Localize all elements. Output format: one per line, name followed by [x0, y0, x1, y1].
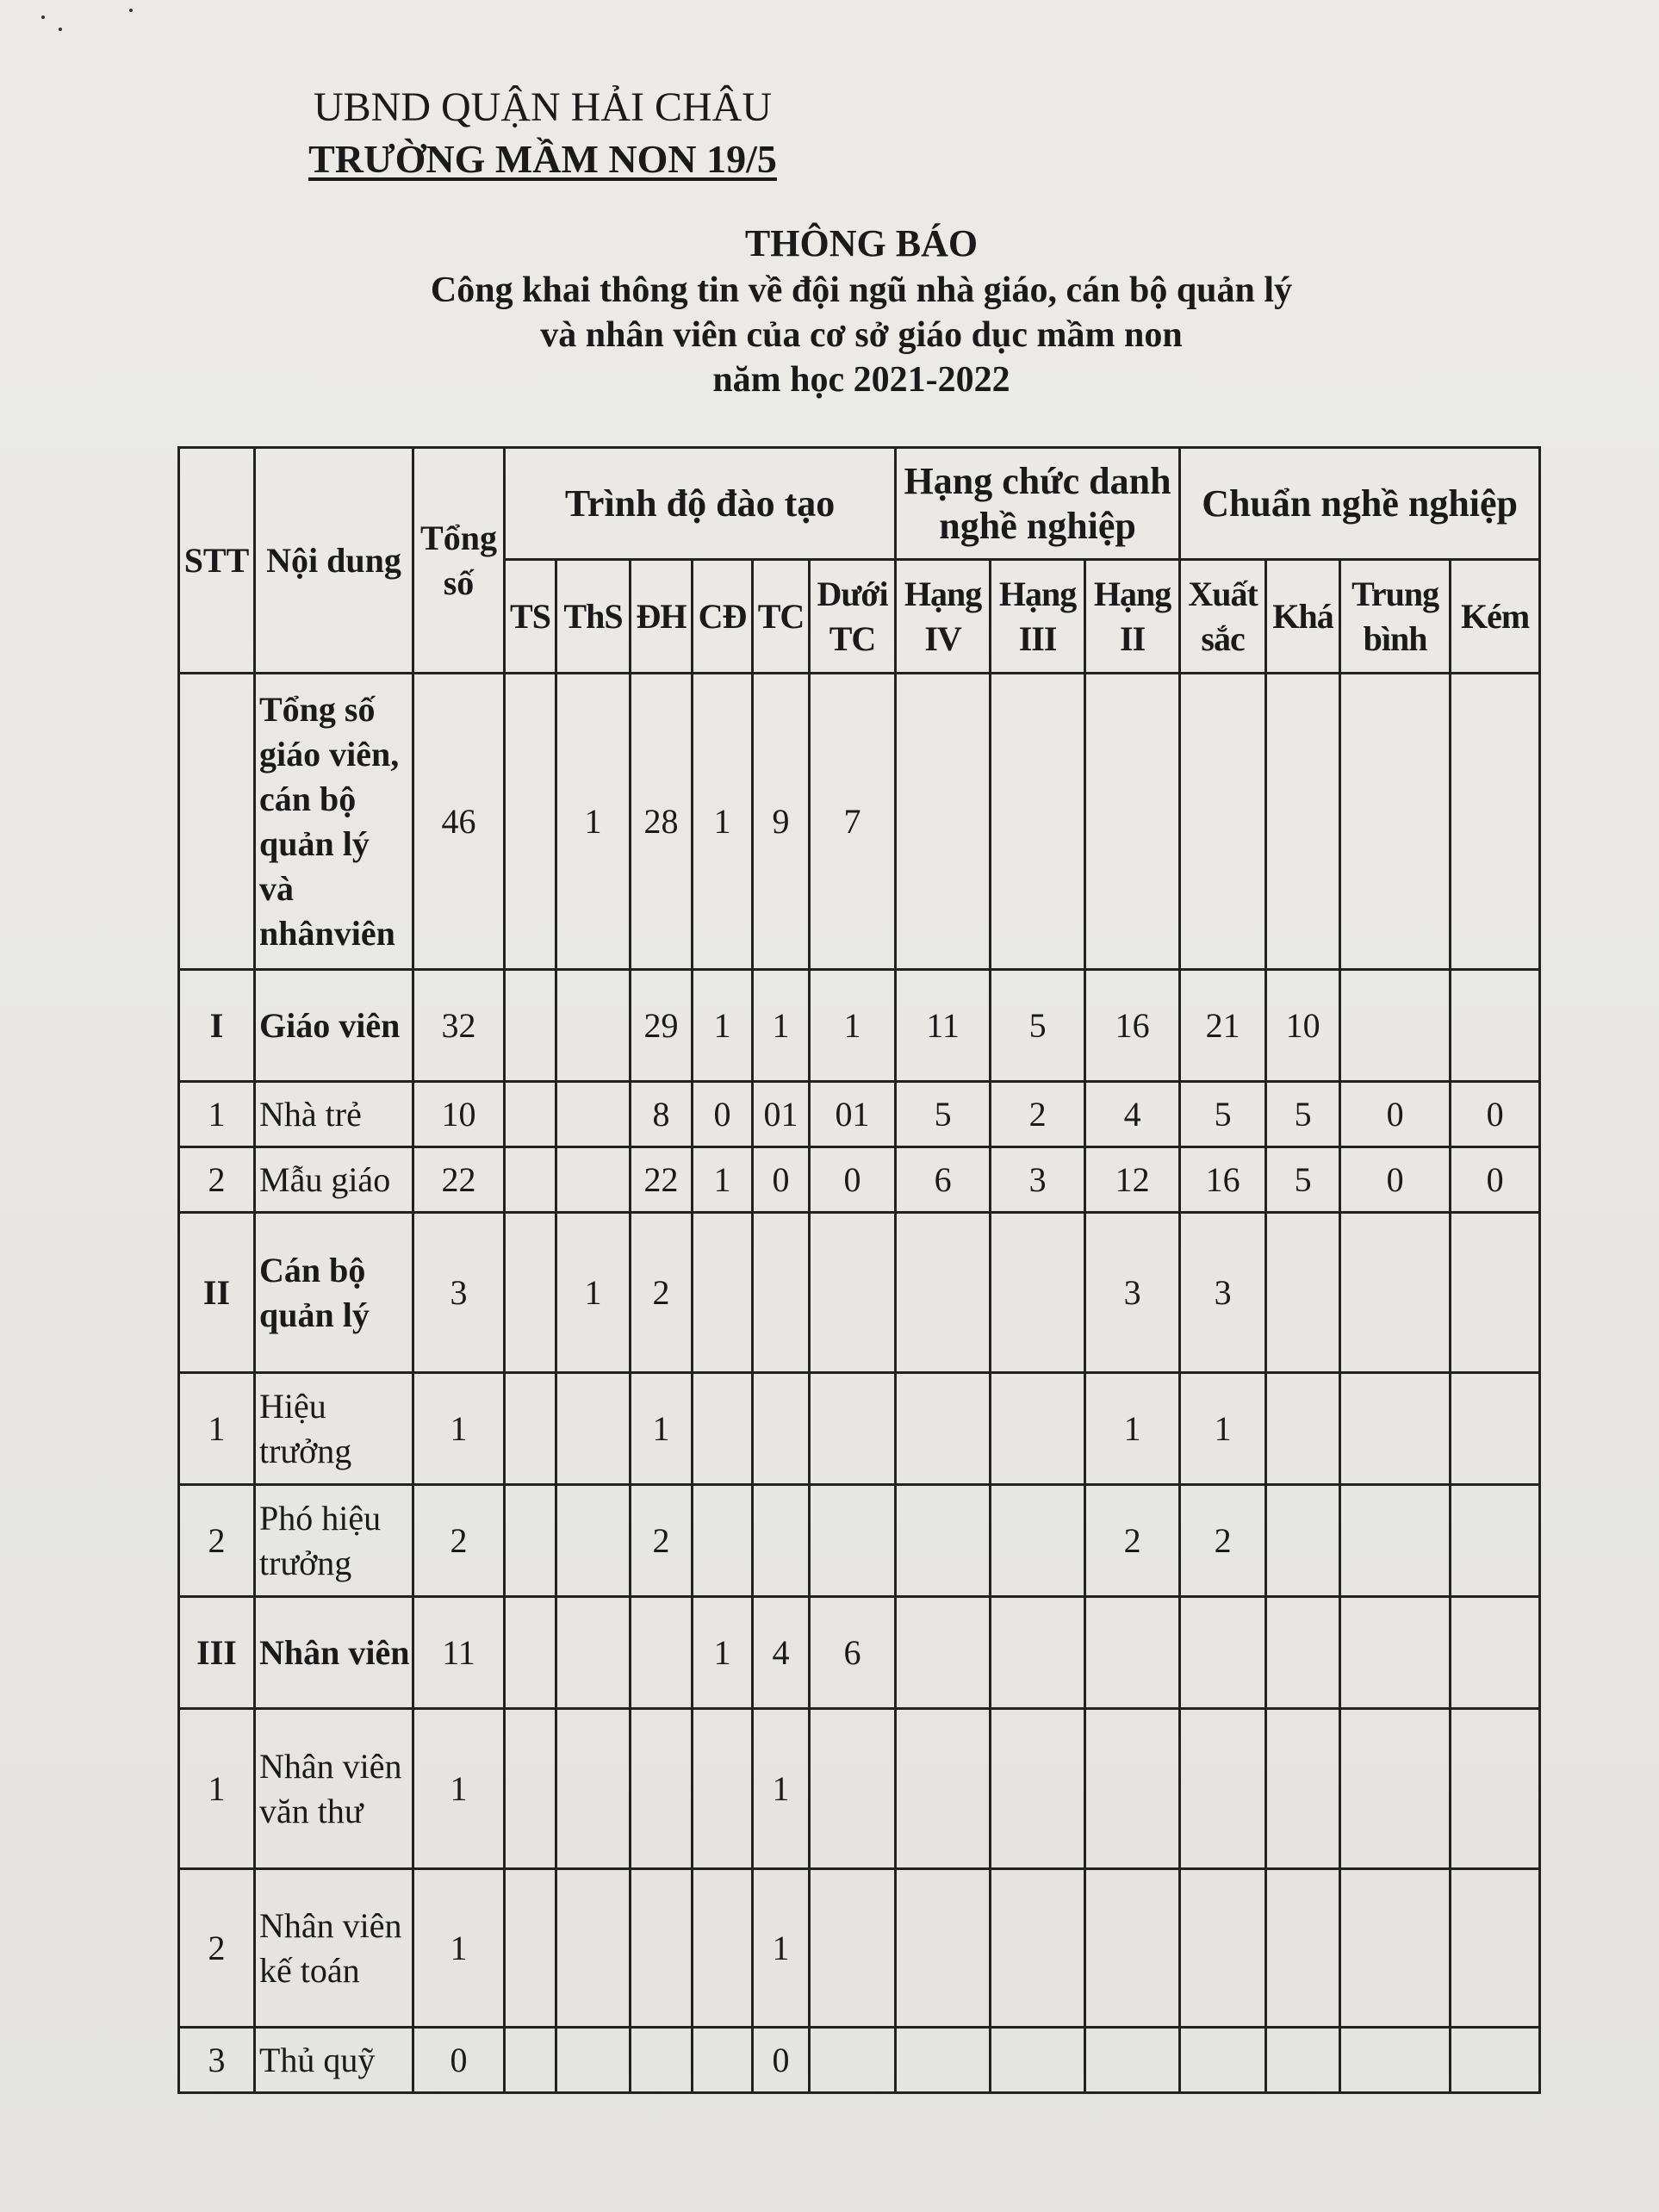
table-row — [179, 1213, 1540, 1373]
table-cell — [693, 1213, 753, 1373]
table-cell — [693, 1709, 753, 1869]
table-cell — [556, 2028, 631, 2093]
table-cell: 8 — [631, 1082, 693, 1147]
col-excellent: Xuất sắc — [1180, 560, 1266, 674]
row-content: Nhân viên — [255, 1597, 413, 1709]
table-cell: 1 — [631, 1373, 693, 1485]
table-cell — [1085, 2028, 1180, 2093]
table-cell — [810, 1213, 896, 1373]
table-cell — [556, 1709, 631, 1869]
table-cell — [1451, 1709, 1540, 1869]
table-cell — [1340, 1485, 1451, 1597]
table-cell: 01 — [810, 1082, 896, 1147]
table-cell — [1266, 1485, 1340, 1597]
table-cell — [1451, 1485, 1540, 1597]
table-cell — [991, 1709, 1085, 1869]
table-row — [179, 2028, 1540, 2093]
table-cell: 2 — [631, 1485, 693, 1597]
table-cell — [1085, 1869, 1180, 2028]
col-good: Khá — [1266, 560, 1340, 674]
table-row — [179, 674, 1540, 970]
district-name: UBND QUẬN HẢI CHÂU — [314, 84, 772, 130]
table-row — [179, 1082, 1540, 1147]
table-cell: 1 — [693, 1147, 753, 1213]
notice-subtitle-2: và nhân viên của cơ sở giáo dục mầm non — [540, 315, 1183, 355]
table-cell: 1 — [1180, 1373, 1266, 1485]
row-content: Nhân viên kế toán — [255, 1869, 413, 2028]
table-cell — [1180, 674, 1266, 970]
col-below-tc: Dưới TC — [810, 560, 896, 674]
table-cell: 0 — [1340, 1082, 1451, 1147]
table-cell: 21 — [1180, 970, 1266, 1082]
table-cell: 9 — [753, 674, 810, 970]
table-cell: 29 — [631, 970, 693, 1082]
table-cell: 11 — [413, 1597, 505, 1709]
group-training-level: Trình độ đào tạo — [505, 448, 896, 560]
table-cell: 0 — [1451, 1082, 1540, 1147]
table-cell — [556, 1869, 631, 2028]
table-cell — [556, 1147, 631, 1213]
table-cell: 1 — [693, 674, 753, 970]
col-tc: TC — [753, 560, 810, 674]
table-cell — [693, 2028, 753, 2093]
table-cell — [1180, 1597, 1266, 1709]
table-row — [179, 1373, 1540, 1485]
table-cell: 22 — [631, 1147, 693, 1213]
table-cell — [1340, 1213, 1451, 1373]
row-stt: III — [179, 1597, 255, 1709]
table-cell — [991, 1373, 1085, 1485]
table-cell — [1451, 1597, 1540, 1709]
table-cell: 4 — [753, 1597, 810, 1709]
table-row — [179, 970, 1540, 1082]
table-cell: 22 — [413, 1147, 505, 1213]
row-stt: 2 — [179, 1147, 255, 1213]
table-cell: 12 — [1085, 1147, 1180, 1213]
row-content: Hiệu trưởng — [255, 1373, 413, 1485]
table-cell: 1 — [753, 1869, 810, 2028]
table-cell — [1340, 1869, 1451, 2028]
table-cell: 0 — [1451, 1147, 1540, 1213]
table-cell — [810, 2028, 896, 2093]
table-cell — [896, 1213, 991, 1373]
table-cell — [896, 1597, 991, 1709]
col-dh: ĐH — [631, 560, 693, 674]
table-cell — [991, 1485, 1085, 1597]
table-cell: 7 — [810, 674, 896, 970]
col-stt: STT — [179, 448, 255, 674]
row-stt: 3 — [179, 2028, 255, 2093]
table-cell — [810, 1373, 896, 1485]
col-cd: CĐ — [693, 560, 753, 674]
col-average: Trung bình — [1340, 560, 1451, 674]
table-row — [179, 1485, 1540, 1597]
table-cell: 0 — [753, 1147, 810, 1213]
table-cell — [556, 1373, 631, 1485]
table-cell: 1 — [753, 970, 810, 1082]
table-cell: 1 — [753, 1709, 810, 1869]
table-row — [179, 1869, 1540, 2028]
speck — [59, 28, 62, 31]
table-cell: 3 — [991, 1147, 1085, 1213]
table-cell: 2 — [1085, 1485, 1180, 1597]
table-cell — [1451, 1373, 1540, 1485]
table-cell — [556, 1485, 631, 1597]
table-cell: 0 — [810, 1147, 896, 1213]
table-cell — [1266, 1869, 1340, 2028]
row-content: Nhân viên văn thư — [255, 1709, 413, 1869]
table-cell — [1266, 1213, 1340, 1373]
table-cell — [505, 2028, 556, 2093]
table-cell — [505, 1597, 556, 1709]
table-cell — [991, 1213, 1085, 1373]
table-cell — [1180, 2028, 1266, 2093]
table-cell — [991, 674, 1085, 970]
table-cell: 1 — [413, 1869, 505, 2028]
table-cell: 10 — [1266, 970, 1340, 1082]
table-cell — [1180, 1869, 1266, 2028]
table-row — [179, 1597, 1540, 1709]
group-professional-rank: Hạng chức danh nghề nghiệp — [896, 448, 1180, 560]
table-cell: 6 — [810, 1597, 896, 1709]
table-cell — [505, 1485, 556, 1597]
col-ts: TS — [505, 560, 556, 674]
table-cell — [556, 1597, 631, 1709]
table-cell — [1340, 1597, 1451, 1709]
table-cell — [991, 2028, 1085, 2093]
row-content: Nhà trẻ — [255, 1082, 413, 1147]
table-cell — [631, 1597, 693, 1709]
table-cell — [991, 1869, 1085, 2028]
table-cell: 5 — [896, 1082, 991, 1147]
table-cell: 0 — [413, 2028, 505, 2093]
table-cell: 2 — [631, 1213, 693, 1373]
row-content: Tổng số giáo viên, cán bộ quản lý và nhânviên — [255, 674, 413, 970]
col-total: Tổng số — [413, 448, 505, 674]
table-cell: 2 — [991, 1082, 1085, 1147]
table-cell — [1266, 2028, 1340, 2093]
table-cell — [693, 1485, 753, 1597]
table-cell — [505, 1213, 556, 1373]
table-cell — [1085, 1709, 1180, 1869]
row-stt: 1 — [179, 1082, 255, 1147]
table-cell: 0 — [753, 2028, 810, 2093]
table-cell — [631, 2028, 693, 2093]
row-stt: 1 — [179, 1709, 255, 1869]
table-cell — [753, 1213, 810, 1373]
table-cell — [505, 1373, 556, 1485]
table-cell: 2 — [413, 1485, 505, 1597]
table-cell: 16 — [1180, 1147, 1266, 1213]
table-cell — [505, 970, 556, 1082]
table-cell — [556, 1082, 631, 1147]
table-cell — [1340, 674, 1451, 970]
table-row — [179, 1709, 1540, 1869]
table-cell: 1 — [556, 1213, 631, 1373]
table-cell — [753, 1373, 810, 1485]
table-body — [179, 674, 1540, 2093]
table-cell: 1 — [693, 970, 753, 1082]
table-cell — [896, 1709, 991, 1869]
table-cell: 11 — [896, 970, 991, 1082]
table-cell — [556, 970, 631, 1082]
table-cell: 0 — [1340, 1147, 1451, 1213]
table-cell: 32 — [413, 970, 505, 1082]
table-cell: 4 — [1085, 1082, 1180, 1147]
table-cell — [896, 674, 991, 970]
table-cell — [1340, 1373, 1451, 1485]
organization-header — [0, 82, 1085, 185]
table-cell — [896, 1869, 991, 2028]
notice-title-block — [258, 220, 1464, 402]
table-cell: 3 — [1180, 1213, 1266, 1373]
table-cell: 46 — [413, 674, 505, 970]
table-cell — [896, 1485, 991, 1597]
col-rank-iii: Hạng III — [991, 560, 1085, 674]
table-cell — [693, 1869, 753, 2028]
table-cell — [631, 1869, 693, 2028]
table-cell: 1 — [693, 1597, 753, 1709]
table-cell — [693, 1373, 753, 1485]
row-content: Phó hiệu trưởng — [255, 1485, 413, 1597]
table-cell — [1451, 1869, 1540, 2028]
table-cell — [1266, 1709, 1340, 1869]
group-professional-standard: Chuẩn nghề nghiệp — [1180, 448, 1540, 560]
table-cell — [505, 1709, 556, 1869]
table-cell — [1266, 674, 1340, 970]
table-cell: 1 — [413, 1709, 505, 1869]
table-cell — [505, 1869, 556, 2028]
row-content: Thủ quỹ — [255, 2028, 413, 2093]
row-stt: II — [179, 1213, 255, 1373]
table-cell: 5 — [1180, 1082, 1266, 1147]
table-cell — [1266, 1373, 1340, 1485]
table-cell: 1 — [413, 1373, 505, 1485]
table-cell — [1340, 1709, 1451, 1869]
notice-subtitle-1: Công khai thông tin về đội ngũ nhà giáo, cán bộ quản lý — [430, 270, 1293, 310]
row-content: Cán bộ quản lý — [255, 1213, 413, 1373]
row-stt: 2 — [179, 1485, 255, 1597]
table-cell — [1451, 970, 1540, 1082]
table-cell — [1340, 970, 1451, 1082]
table-cell: 16 — [1085, 970, 1180, 1082]
table-cell: 3 — [1085, 1213, 1180, 1373]
table-cell — [631, 1709, 693, 1869]
table-cell: 0 — [693, 1082, 753, 1147]
table-cell: 01 — [753, 1082, 810, 1147]
row-stt: I — [179, 970, 255, 1082]
table-cell — [1340, 2028, 1451, 2093]
table-cell: 5 — [1266, 1082, 1340, 1147]
table-cell: 28 — [631, 674, 693, 970]
table-cell — [1085, 1597, 1180, 1709]
row-stt: 1 — [179, 1373, 255, 1485]
staff-table — [177, 446, 1541, 2094]
speck — [41, 16, 45, 19]
speck — [129, 9, 133, 12]
table-cell — [1180, 1709, 1266, 1869]
table-cell — [810, 1869, 896, 2028]
table-cell — [1451, 2028, 1540, 2093]
table-row — [179, 1147, 1540, 1213]
col-poor: Kém — [1451, 560, 1540, 674]
table-cell — [896, 1373, 991, 1485]
table-cell — [896, 2028, 991, 2093]
table-cell: 3 — [413, 1213, 505, 1373]
row-content: Mẫu giáo — [255, 1147, 413, 1213]
table-cell: 5 — [1266, 1147, 1340, 1213]
table-cell: 1 — [556, 674, 631, 970]
row-stt — [179, 674, 255, 970]
table-cell: 10 — [413, 1082, 505, 1147]
notice-subtitle-3: năm học 2021-2022 — [712, 360, 1010, 400]
table-cell: 6 — [896, 1147, 991, 1213]
table-cell: 5 — [991, 970, 1085, 1082]
table-cell — [810, 1709, 896, 1869]
table-cell — [1085, 674, 1180, 970]
school-name: TRƯỜNG MẦM NON 19/5 — [308, 137, 777, 181]
table-cell — [991, 1597, 1085, 1709]
header-row-groups — [179, 448, 1540, 560]
table-cell — [505, 674, 556, 970]
col-rank-iv: Hạng IV — [896, 560, 991, 674]
row-content: Giáo viên — [255, 970, 413, 1082]
table-cell — [1451, 1213, 1540, 1373]
col-ths: ThS — [556, 560, 631, 674]
table-cell: 2 — [1180, 1485, 1266, 1597]
col-rank-ii: Hạng II — [1085, 560, 1180, 674]
table-cell — [1266, 1597, 1340, 1709]
table-cell — [753, 1485, 810, 1597]
table-cell — [1451, 674, 1540, 970]
notice-title: THÔNG BÁO — [744, 222, 979, 264]
table-cell: 1 — [1085, 1373, 1180, 1485]
row-stt: 2 — [179, 1869, 255, 2028]
table-cell — [810, 1485, 896, 1597]
table-cell: 1 — [810, 970, 896, 1082]
table-cell — [505, 1082, 556, 1147]
table-cell — [505, 1147, 556, 1213]
col-content: Nội dung — [255, 448, 413, 674]
